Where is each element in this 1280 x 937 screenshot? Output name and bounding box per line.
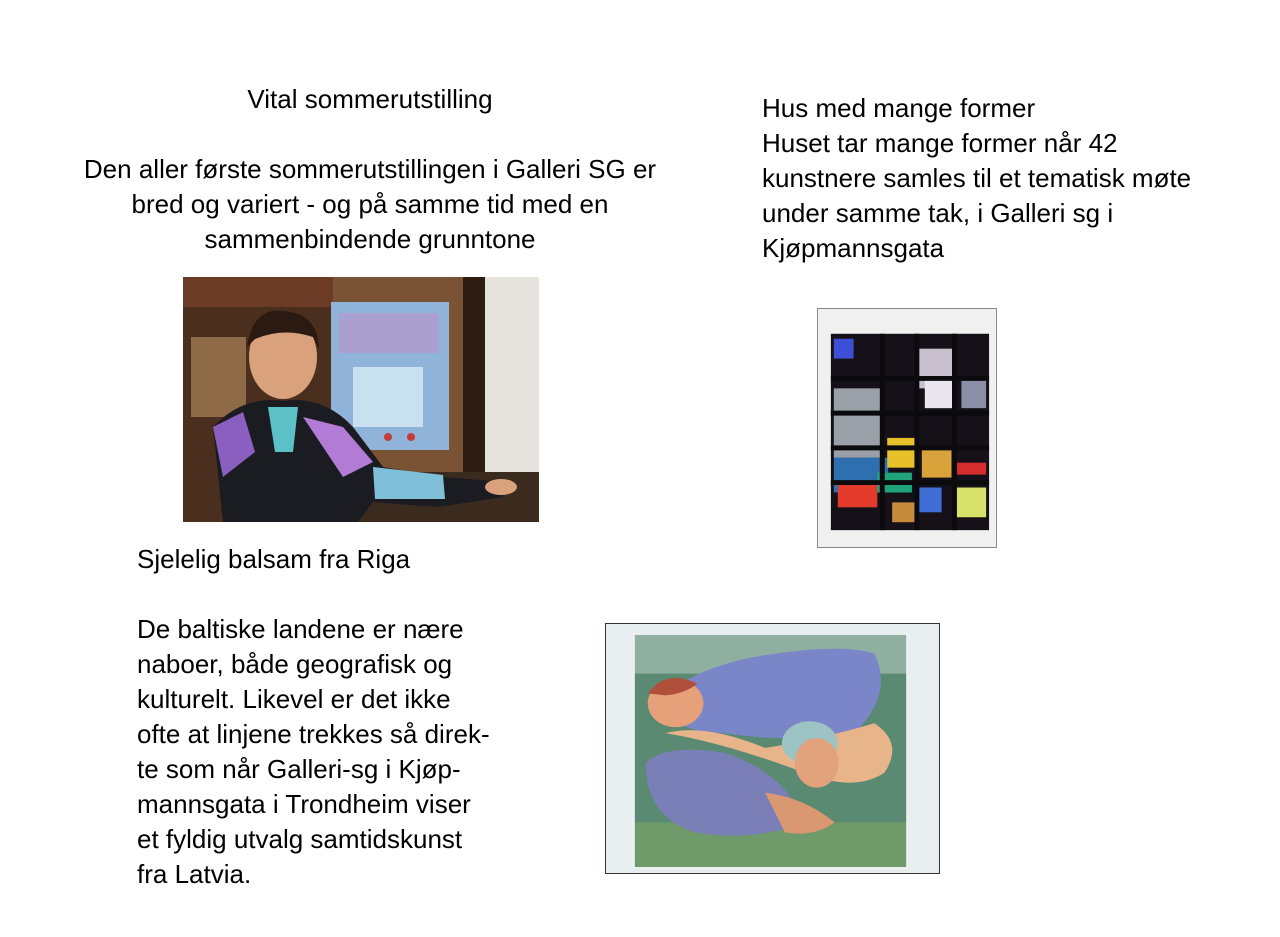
article-1-body: Den aller første sommerutstillingen i Galleri SG er bred og variert - og på samme tid med en sammenbindende grunntone [83,154,657,254]
article-3-title: Sjelelig balsam fra Riga [137,544,411,574]
article-2-body: Huset tar mange former når 42 kunstnere samles til et tematisk møte under samme tak, i Galleri sg i Kjøpmannsgata [762,128,1192,263]
article-3-body-line-6: mannsgata i Trondheim viser [137,789,471,819]
article-1 [70,82,670,257]
article-3 [137,542,557,892]
riga-painting-photo [605,623,940,874]
article-3-body-line-2: naboer, både geografisk og [137,649,453,679]
article-3-body-line-1: De baltiske landene er nære [137,614,464,644]
article-3-body-line-4: ofte at linjene trekkes så direk- [137,719,490,749]
article-1-title: Vital sommerutstilling [247,84,493,114]
artist-photo [183,277,539,522]
article-2 [762,91,1232,266]
article-3-body-line-8: fra Latvia. [137,859,252,889]
article-3-body-line-5: te som når Galleri-sg i Kjøp- [137,754,461,784]
grid-painting-photo [817,308,997,548]
article-3-body-line-3: kulturelt. Likevel er det ikke [137,684,451,714]
article-3-body-line-7: et fyldig utvalg samtidskunst [137,824,463,854]
article-2-title: Hus med mange former [762,93,1036,123]
